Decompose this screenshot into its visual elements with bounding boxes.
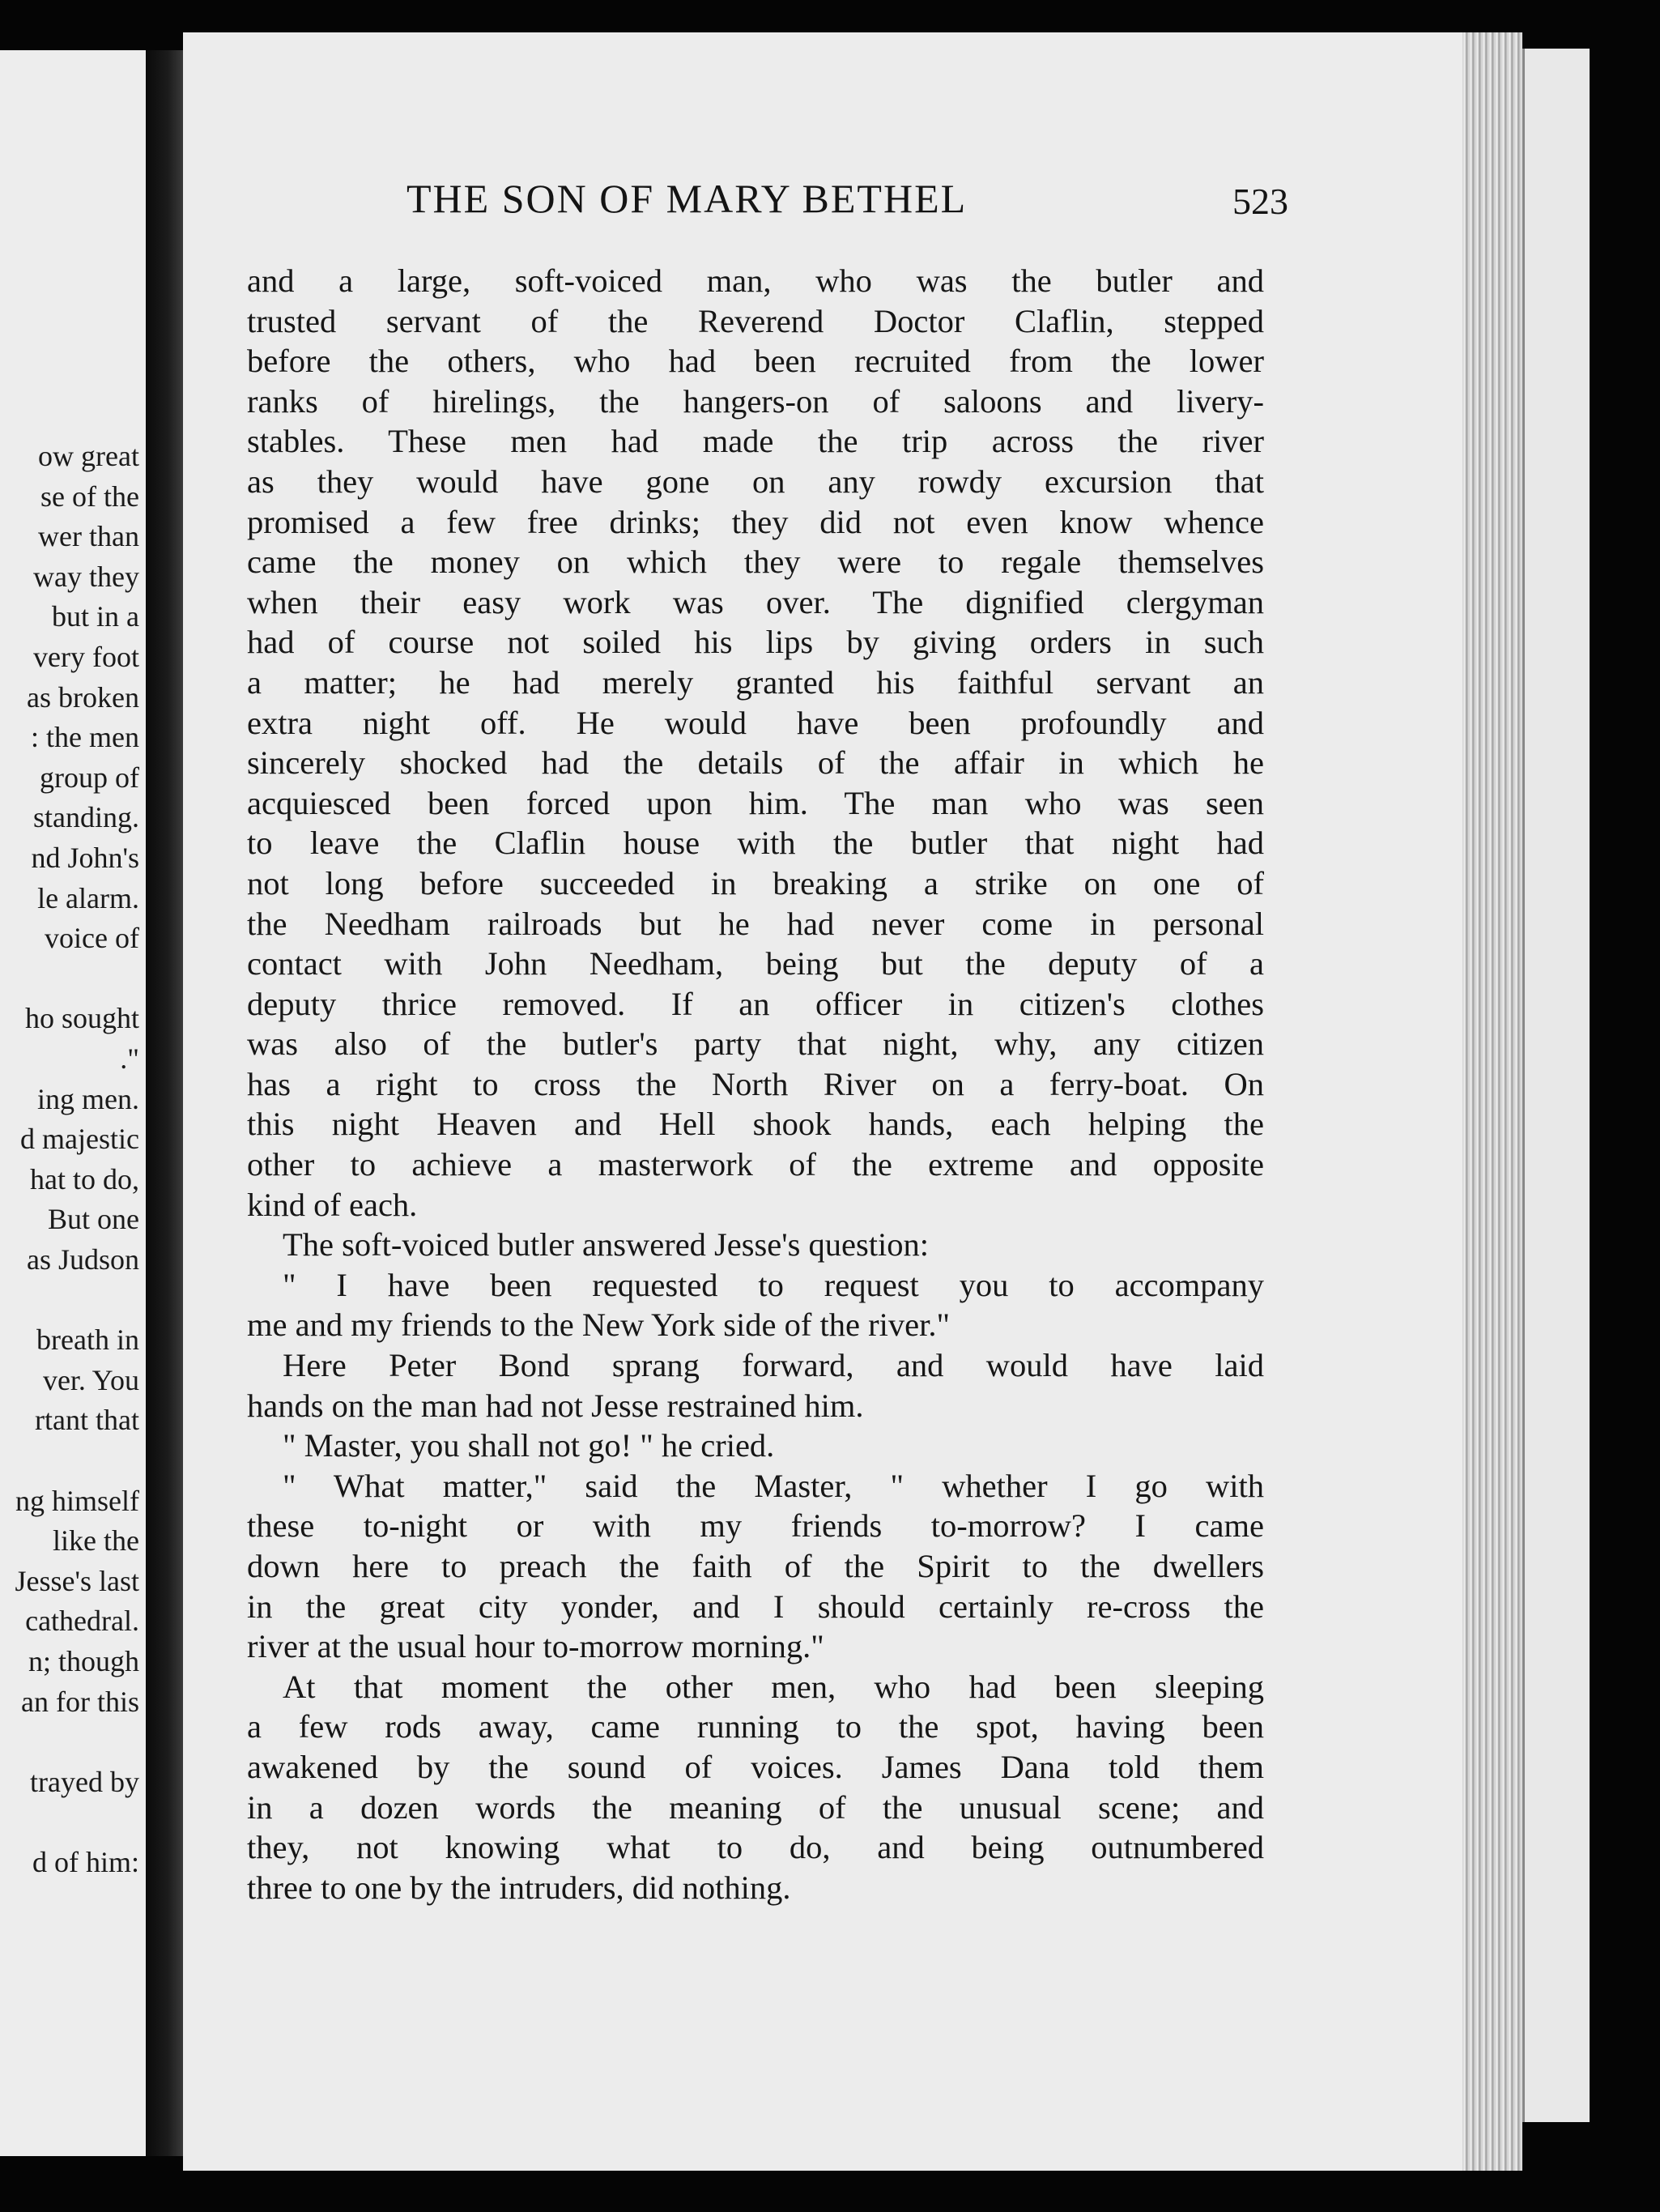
page-number: 523 <box>1232 181 1288 222</box>
left-page-line: ing men. <box>37 1082 139 1115</box>
text-line: ranks of hirelings, the hangers-on of saloons and livery- <box>247 382 1264 420</box>
left-page-line: Jesse's last <box>15 1564 139 1597</box>
left-page-line: as broken <box>27 680 139 714</box>
left-page-line: ho sought <box>24 1002 139 1035</box>
left-page-line: But one <box>48 1203 139 1236</box>
page-edges <box>1462 32 1522 2171</box>
text-line: trusted servant of the Reverend Doctor Claflin, stepped <box>247 302 1264 339</box>
left-page-line: : the men <box>31 721 139 754</box>
text-line: a matter; he had merely granted his faithful servant an <box>247 663 1264 701</box>
text-line: river at the usual hour to-morrow morning." <box>247 1628 824 1665</box>
left-page-line: rtant that <box>35 1404 139 1437</box>
text-line: " Master, you shall not go! " he cried. <box>283 1427 775 1464</box>
text-line: extra night off. He would have been profoundly and <box>247 704 1264 741</box>
text-line: " What matter," said the Master, " whether I go with <box>283 1467 1264 1504</box>
left-page-line: ow great <box>38 440 139 472</box>
book-cover-edge <box>1522 49 1590 2122</box>
left-page-line: le alarm. <box>37 881 139 914</box>
text-line: Here Peter Bond sprang forward, and would have laid <box>283 1347 1264 1384</box>
left-page-line: d majestic <box>20 1123 139 1156</box>
left-page-line: cathedral. <box>25 1605 139 1638</box>
text-line: before the others, who had been recruited from the lower <box>247 343 1264 380</box>
body-text <box>247 261 1264 1907</box>
left-page-line: but in a <box>52 600 139 633</box>
text-line: in the great city yonder, and I should certainly re-cross the <box>247 1588 1264 1625</box>
text-line: stables. These men had made the trip across the river <box>247 423 1264 460</box>
left-page-line: an for this <box>21 1685 139 1718</box>
text-line: in a dozen words the meaning of the unusual scene; and <box>247 1788 1264 1826</box>
text-line: this night Heaven and Hell shook hands, each helping the <box>247 1106 1264 1143</box>
text-line: sincerely shocked had the details of the affair in which he <box>247 744 1264 782</box>
text-line: has a right to cross the North River on a ferry-boat. On <box>247 1065 1264 1102</box>
left-page-line: hat to do, <box>30 1162 139 1196</box>
left-page-line: standing. <box>33 801 139 834</box>
page-523 <box>183 32 1462 2171</box>
running-title: THE SON OF MARY BETHEL <box>406 176 968 221</box>
left-page-line: way they <box>33 560 139 593</box>
book-gutter <box>146 50 183 2156</box>
text-line: promised a few free drinks; they did not even know whence <box>247 503 1264 540</box>
left-page-line: nd John's <box>31 842 139 874</box>
left-page-line: se of the <box>40 479 139 513</box>
left-page-line: n; though <box>28 1645 139 1677</box>
text-line: down here to preach the faith of the Spirit to the dwellers <box>247 1548 1264 1584</box>
text-line: and a large, soft-voiced man, who was the butler and <box>247 262 1264 299</box>
left-page-line: as Judson <box>26 1243 139 1276</box>
text-line: had of course not soiled his lips by giving orders in such <box>247 624 1264 661</box>
text-line: three to one by the intruders, did nothing. <box>247 1869 791 1906</box>
text-line: hands on the man had not Jesse restrained him. <box>247 1387 864 1424</box>
text-line: acquiesced been forced upon him. The man who was seen <box>247 784 1264 821</box>
text-line: was also of the butler's party that night, why, any citizen <box>247 1025 1264 1063</box>
left-page-line: ver. You <box>42 1363 139 1396</box>
left-page-line: group of <box>40 761 139 794</box>
text-line: the Needham railroads but he had never come in personal <box>247 905 1264 942</box>
text-line: when their easy work was over. The dignified clergyman <box>247 583 1264 620</box>
left-page-line: very foot <box>33 641 139 673</box>
text-line: awakened by the sound of voices. James Dana told them <box>247 1748 1264 1785</box>
text-line: these to-night or with my friends to-morrow? I came <box>247 1507 1264 1545</box>
text-line: me and my friends to the New York side of the river." <box>247 1306 951 1344</box>
text-line: The soft-voiced butler answered Jesse's question: <box>283 1226 929 1264</box>
left-facing-page <box>0 50 146 2156</box>
text-line: other to achieve a masterwork of the extreme and opposite <box>247 1146 1264 1183</box>
text-line: " I have been requested to request you to accompany <box>283 1266 1264 1303</box>
left-page-line: like the <box>53 1524 139 1558</box>
text-line: kind of each. <box>247 1186 418 1223</box>
left-page-line: voice of <box>45 922 139 955</box>
left-page-line: d of him: <box>32 1846 139 1878</box>
text-line: came the money on which they were to regale themselves <box>247 543 1264 581</box>
text-line: to leave the Claflin house with the butler that night had <box>247 825 1264 862</box>
left-page-line: breath in <box>36 1323 139 1357</box>
text-line: a few rods away, came running to the spot, having been <box>247 1708 1264 1745</box>
left-page-line: ng himself <box>15 1484 139 1517</box>
text-line: not long before succeeded in breaking a strike on one of <box>247 864 1264 901</box>
text-line: deputy thrice removed. If an officer in citizen's clothes <box>247 985 1264 1022</box>
text-line: as they would have gone on any rowdy excursion that <box>247 462 1264 500</box>
text-line: At that moment the other men, who had been sleeping <box>283 1668 1264 1705</box>
text-line: contact with John Needham, being but the deputy of a <box>247 945 1264 982</box>
left-page-line: trayed by <box>30 1765 139 1798</box>
text-line: they, not knowing what to do, and being outnumbered <box>247 1829 1264 1866</box>
left-page-line: wer than <box>38 520 139 553</box>
left-page-line: ." <box>120 1042 139 1075</box>
